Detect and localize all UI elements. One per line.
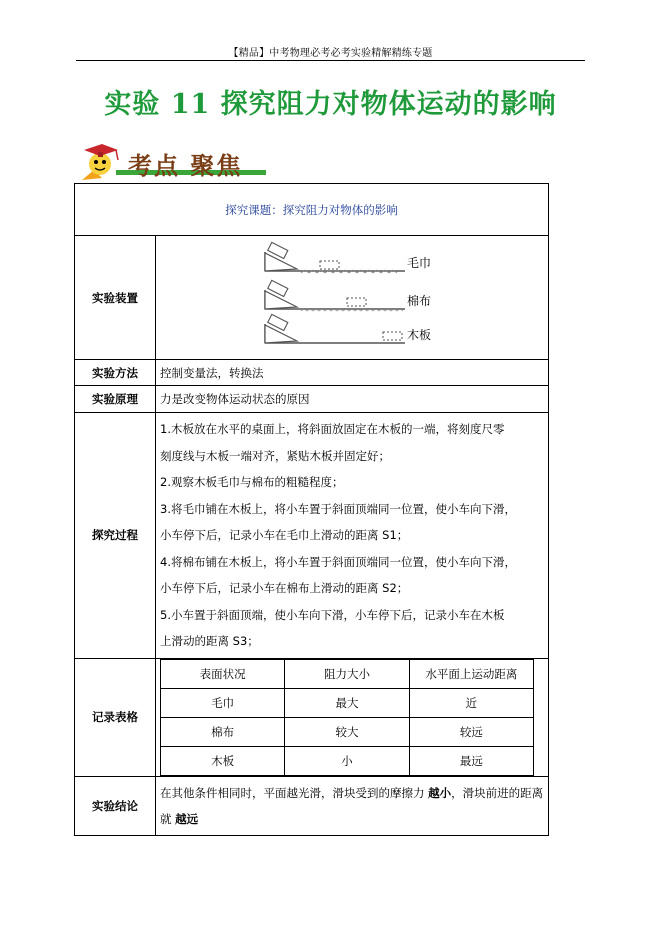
- conclusion-text: [156, 776, 549, 835]
- surface-label-towel: 毛巾: [407, 256, 432, 270]
- process-line: 上滑动的距离 S3；: [160, 634, 259, 648]
- table-row: [161, 659, 534, 688]
- graduate-pencil-icon: [82, 144, 118, 180]
- record-cell-value: 小: [285, 746, 409, 775]
- ramp-cotton: [265, 280, 431, 311]
- process-line: 小车停下后，记录小车在毛巾上滑动的距离 S1；: [160, 528, 409, 542]
- page-title: 实验 11 探究阻力对物体运动的影响: [104, 89, 557, 120]
- experiment-table: [74, 183, 549, 836]
- conclusion-emphasis: 越小: [428, 785, 452, 800]
- record-header: 阻力大小: [285, 659, 409, 688]
- surface-label-wood: 木板: [407, 328, 432, 342]
- table-row: [161, 717, 534, 746]
- table-row: [161, 688, 534, 717]
- process-line: 2.观察木板毛巾与棉布的粗糙程度；: [160, 475, 344, 489]
- ramp-towel: [265, 242, 431, 273]
- process-line: 刻度线与木板一端对齐，紧贴木板并固定好；: [160, 448, 390, 463]
- record-cell-value: 较大: [285, 717, 409, 746]
- principle-text: 力是改变物体运动状态的原因: [156, 386, 549, 413]
- record-cell-value: 棉布: [161, 717, 285, 746]
- record-header: 水平面上运动距离: [409, 659, 533, 688]
- record-cell-value: 近: [409, 688, 533, 717]
- conclusion-emphasis: 越远: [175, 811, 199, 826]
- surface-label-cotton: 棉布: [407, 294, 432, 308]
- process-line: 3.将毛巾铺在木板上，将小车置于斜面顶端同一位置，使小车向下滑，: [160, 501, 516, 516]
- conclusion-part: ，滑块前进的距离就: [160, 785, 544, 826]
- record-cell-value: 毛巾: [161, 688, 285, 717]
- process-line: 1.木板放在水平的桌面上，将斜面放固定在木板的一端，将刻度尺零: [160, 422, 505, 436]
- setup-label: 实验装置: [75, 236, 156, 360]
- record-cell: [156, 658, 549, 776]
- record-cell-value: 较远: [409, 717, 533, 746]
- process-line: 5.小车置于斜面顶端，使小车向下滑，小车停下后，记录小车在木板: [160, 607, 505, 622]
- banner-title: 考点 聚焦: [128, 151, 243, 180]
- principle-label: 实验原理: [75, 386, 156, 413]
- process-line: 小车停下后，记录小车在棉布上滑动的距离 S2；: [160, 581, 409, 595]
- setup-diagram: [157, 237, 549, 355]
- setup-diagram-cell: [156, 236, 549, 360]
- method-label: 实验方法: [75, 360, 156, 386]
- header-rule: [76, 60, 585, 61]
- process-content: [156, 413, 549, 659]
- record-cell-value: 木板: [161, 746, 285, 775]
- record-cell-value: 最远: [409, 746, 533, 775]
- process-line: 4.将棉布铺在木板上，将小车置于斜面顶端同一位置，使小车向下滑，: [160, 554, 516, 569]
- conclusion-label: 实验结论: [75, 776, 156, 835]
- conclusion-part: 在其他条件相同时，平面越光滑，滑块受到的摩擦力: [160, 785, 429, 800]
- ramp-wood: [265, 314, 431, 343]
- record-table: [160, 659, 534, 776]
- record-label: 记录表格: [75, 658, 156, 776]
- process-label: 探究过程: [75, 413, 156, 659]
- record-cell-value: 最大: [285, 688, 409, 717]
- page-header: 【精品】中考物理必考必考实验精解精练专题: [228, 48, 433, 59]
- topic-cell: 探究课题：探究阻力对物体的影响: [75, 184, 549, 236]
- method-text: 控制变量法，转换法: [156, 360, 549, 386]
- record-header: 表面状况: [161, 659, 285, 688]
- table-row: [161, 746, 534, 775]
